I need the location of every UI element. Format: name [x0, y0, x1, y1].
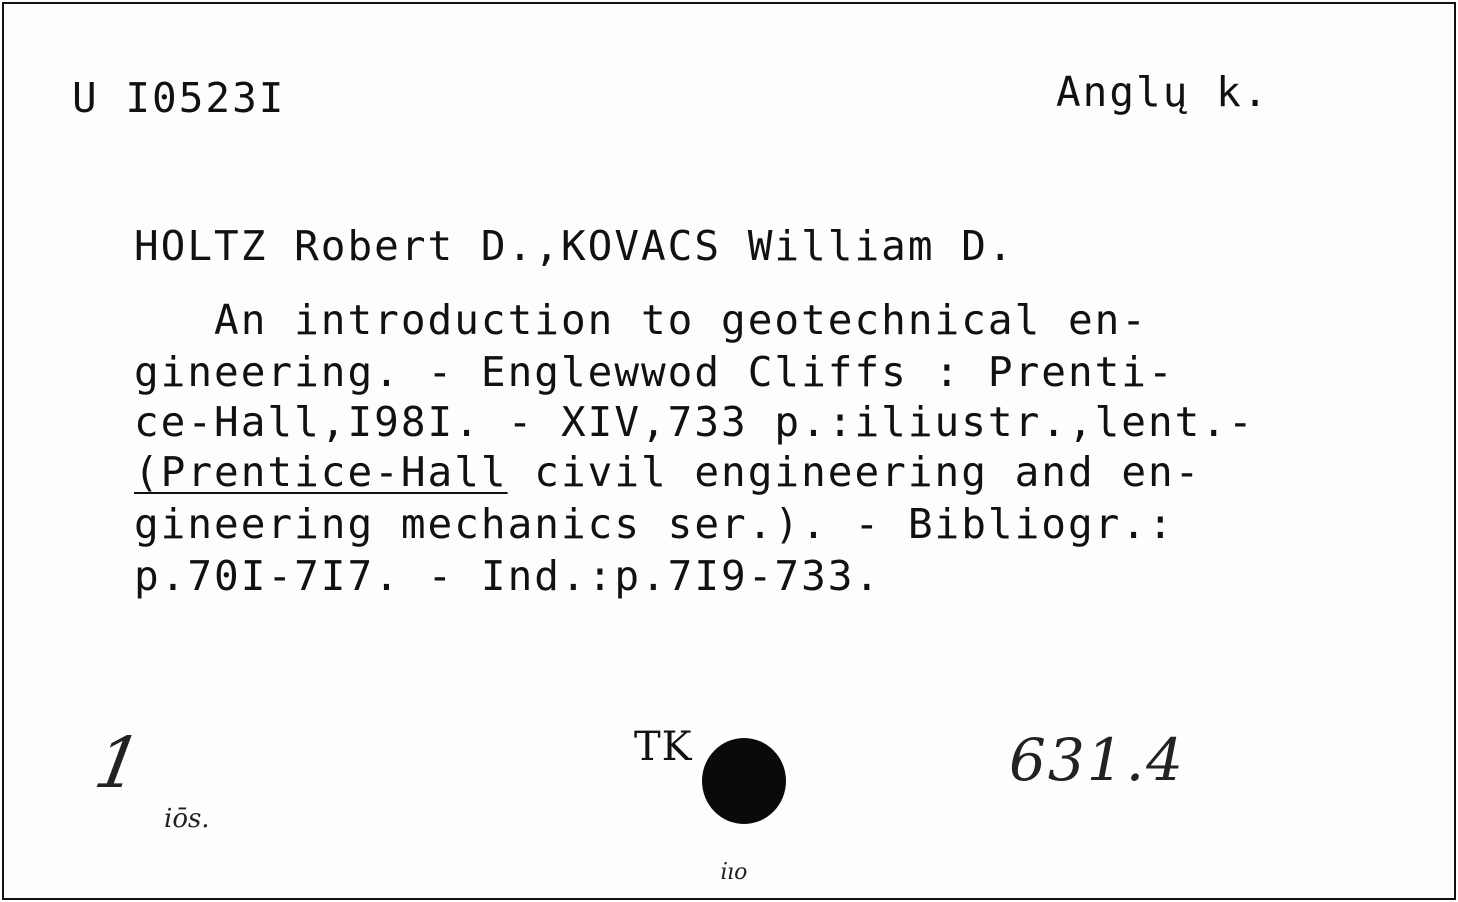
handwritten-note: iōs. — [164, 804, 210, 834]
tk-stamp: TK — [634, 724, 693, 770]
language-note: Anglų k. — [1056, 68, 1270, 116]
call-number: U I0523I — [72, 74, 286, 122]
description-line-3: ce-Hall,I98I. - XIV,733 p.:iliustr.,lent.- — [134, 398, 1255, 446]
description-line-1: An introduction to geotechnical en- — [134, 296, 1148, 344]
description-line-2: gineering. - Englewwod Cliffs : Prenti- — [134, 348, 1175, 396]
series-title-part: civil engineering and en- — [534, 448, 1202, 496]
punch-hole — [702, 738, 786, 824]
series-publisher-underlined: (Prentice-Hall — [134, 448, 508, 496]
handwritten-bottom-mark: ı̇ıo — [720, 860, 748, 885]
authors-heading: HOLTZ Robert D.,KOVACS William D. — [134, 222, 1015, 270]
catalog-card — [2, 2, 1456, 900]
handwritten-classification: 631.4 — [1009, 726, 1186, 794]
description-line-5: gineering mechanics ser.). - Bibliogr.: — [134, 500, 1175, 548]
description-line-4 — [134, 448, 1202, 496]
handwritten-copy-count: 1 — [88, 722, 148, 804]
description-line-6: p.70I-7I7. - Ind.:p.7I9-733. — [134, 552, 882, 600]
